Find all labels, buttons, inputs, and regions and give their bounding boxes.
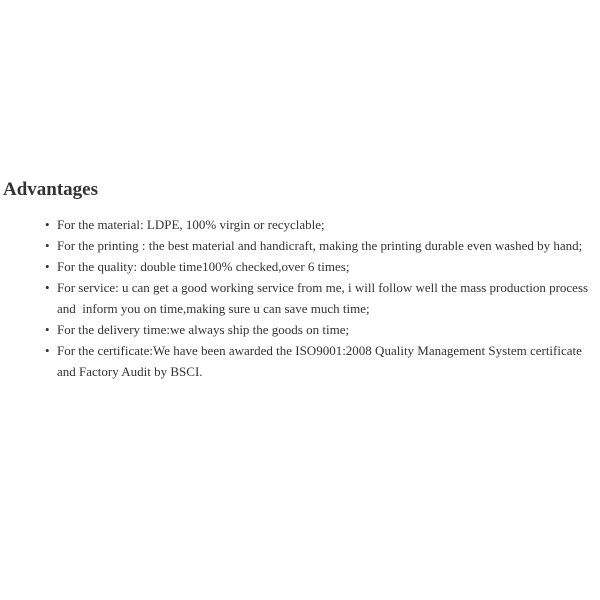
bullet-icon: • [45,280,50,295]
list-item-text: For the material: LDPE, 100% virgin or recyclable; [57,217,325,232]
list-item-text: For the printing : the best material and handicraft, making the printing durable even washed by hand; [57,238,583,253]
list-item-material [45,214,600,235]
bullet-icon: • [45,217,50,232]
list-item-quality [45,256,600,277]
list-item-text: For the delivery time:we always ship the goods on time; [57,322,350,337]
bullet-icon: • [45,322,50,337]
section-heading: Advantages [3,179,99,200]
list-item-delivery [45,319,600,340]
list-item-text: For the certificate:We have been awarded the ISO9001:2008 Quality Management System certificate and Factory Audit by BSCI. [57,343,582,379]
list-item-printing [45,235,600,256]
list-item-text: For service: u can get a good working service from me, i will follow well the mass production process and inform you on time,making sure u can save much time; [57,280,592,316]
bullet-icon: • [45,343,50,358]
bullet-icon: • [45,259,50,274]
list-item-service [45,277,600,319]
advantages-list [45,214,600,382]
list-item-certificate [45,340,600,382]
bullet-icon: • [45,238,50,253]
list-item-text: For the quality: double time100% checked,over 6 times; [57,259,350,274]
